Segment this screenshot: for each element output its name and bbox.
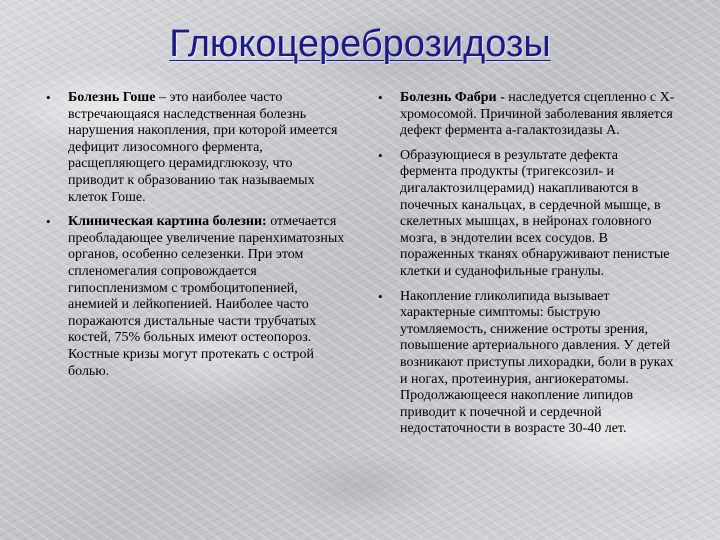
text-products: Образующиеся в результате дефекта фермента продукты (тригексозил- и дигалактозилцерамид) накапливаются в почечных канальцах, в сердечной мышце, в скелетных мышцах, в нейронах головного мозга, в эндотелии всех сосудов. В пораженных тканях обнаруживают пенистые клетки и суданофильные гранулы.: [400, 147, 670, 279]
term-fabry: Болезнь Фабри -: [400, 90, 505, 105]
right-bullet-list: [378, 90, 676, 438]
text-clinical: отмечается преобладающее увеличение паренхиматозных органов, особенно селезенки. При этом спленомегалия сопровождается гипоспленизмом с тромбоцитопенией, анемией и лейкопенией. Наиболее часто поражаются дистальные части трубчатых костей, 75% больных имеют остеопороз. Костные кризы могут протекать с острой болью.: [68, 214, 345, 379]
slide-title: Глюкоцереброзидозы: [169, 23, 551, 65]
left-bullet-list: [46, 90, 346, 380]
bullet-icon: •: [378, 147, 383, 163]
text-gaucher: – это наиболее часто встречающаяся наследственная болезнь нарушения накопления, при которой имеется дефицит лизосомного фермента, расщепляющего церамидглюкозу, что приводит к образованию так называемых клеток Гоше.: [68, 90, 338, 205]
text-fabry: наследуется сцепленно с Х-хромосомой. Причиной заболевания является дефект фермента а-галактозидазы А.: [400, 90, 675, 139]
bullet-icon: •: [46, 90, 51, 105]
bullet-icon: •: [378, 90, 383, 105]
text-symptoms: Накопление гликолипида вызывает характерные симптомы: быструю утомляемость, снижение остроты зрения, повышение артериального давления. У детей возникают приступы лихорадки, боли в руках и ногах, протеинурия, ангиокератомы. Продолжающееся накопление липидов приводит к почечной и сердечной недостаточности в возрасте 30-40 лет.: [400, 288, 674, 437]
left-column: [46, 90, 346, 388]
list-item-symptoms: [378, 289, 676, 438]
term-gaucher: Болезнь Гоше: [68, 90, 156, 105]
list-item-gaucher: [46, 90, 346, 206]
list-item-products: [378, 148, 676, 281]
bullet-icon: •: [378, 288, 383, 304]
bullet-icon: •: [46, 214, 51, 230]
right-column: [378, 90, 676, 446]
list-item-fabry: [378, 90, 676, 140]
list-item-clinical: [46, 214, 346, 380]
term-clinical: Клиническая картина болезни:: [68, 214, 267, 230]
